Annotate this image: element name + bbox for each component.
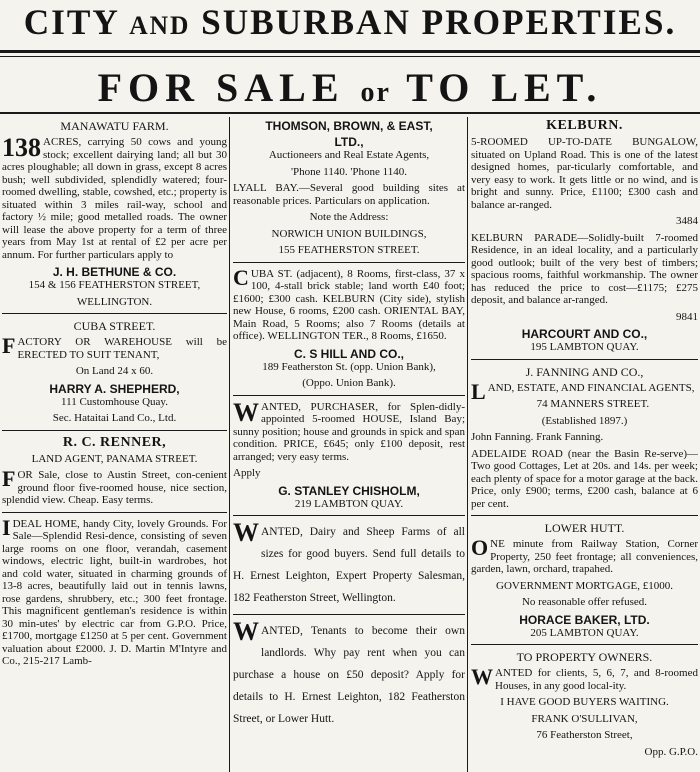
ad-body [233, 397, 465, 464]
ad-text: AND, ESTATE, AND FINANCIAL AGENTS, [487, 381, 695, 394]
advertiser-address: Opp. G.P.O. [644, 745, 698, 758]
drop-cap: W [233, 617, 259, 646]
masthead-word: SUBURBAN [201, 2, 411, 42]
ad-text: John Fanning. Frank Fanning. [471, 431, 604, 443]
ad-text: (Established 1897.) [541, 414, 628, 427]
ad-heading: J. FANNING AND CO., [525, 364, 644, 379]
advertiser-name: FRANK O'SULLIVAN, [531, 712, 638, 725]
advertiser-name: HARCOURT AND CO., [521, 327, 648, 341]
masthead-title [7, 0, 693, 44]
column-3 [471, 117, 698, 772]
ad-body [233, 617, 465, 730]
ad-body [471, 535, 698, 576]
ad-body [2, 133, 227, 261]
ad-separator [2, 430, 227, 431]
drop-cap: F [2, 333, 16, 358]
ad-heading: MANAWATU FARM. [60, 119, 169, 133]
ad-text: Auctioneers and Real Estate Agents, [268, 149, 430, 161]
ad-osullivan [471, 650, 698, 758]
ad-text: Apply [233, 467, 261, 479]
masthead-rule [0, 112, 700, 114]
ad-text: On Land 24 x 60. [75, 365, 154, 377]
advertiser-address: 154 & 156 FEATHERSTON STREET, [28, 279, 201, 291]
ad-chisholm [233, 397, 465, 511]
ad-text: Note the Address: [309, 211, 389, 223]
ad-leighton-tenants [233, 617, 465, 730]
ad-text: UBA ST. (adjacent), 8 Rooms, first-class, 37 x 100, 4-stall brick stable; land worth £40 foot; £1600; £300 cash. KELBURN (City side), stylish new House, 6 rooms, £200 cash. ORIENTAL BAY, Main Road, 5 Rooms; also 7 Rooms (details at office). WELLINGTON TER., 8 Rooms, £1650. [233, 267, 465, 342]
ad-text: ACTORY OR WAREHOUSE will be ERECTED TO SUIT TENANT, [17, 336, 227, 361]
ad-manawatu-farm [2, 119, 227, 308]
advertiser-address: 155 FEATHERSTON STREET. [278, 244, 420, 256]
column-rule [467, 117, 468, 772]
advertiser-name: HARRY A. SHEPHERD, [49, 381, 180, 396]
ad-heading: R. C. RENNER, [62, 434, 167, 450]
ad-kelburn [471, 119, 698, 354]
column-1 [2, 117, 227, 772]
ad-text: ANTED for clients, 5, 6, 7, and 8-roomed Houses, in any good local-ity. [495, 667, 698, 692]
masthead-rule [0, 56, 700, 57]
drop-cap: I [2, 514, 11, 540]
ad-cs-hill [233, 264, 465, 390]
drop-cap: L [471, 378, 486, 404]
ad-leighton-farms [233, 518, 465, 609]
advertiser-address: 76 Featherston Street, [536, 729, 633, 741]
ad-renner [2, 436, 227, 507]
ad-text: ADELAIDE ROAD (near the Basin Re-serve)—Two good Cottages, Let at 20s. and 14s. per week; each plenty of space for a motor garage at the back. Price, only £900; terms, £200 cash, balance at 6 per cent. [471, 447, 698, 510]
ad-separator [233, 515, 465, 516]
advertiser-address: 74 MANNERS STREET. [536, 398, 650, 410]
drop-cap: O [471, 535, 489, 560]
masthead-word: CITY [23, 2, 119, 42]
advertiser-address: (Oppo. Union Bank). [302, 377, 396, 389]
ad-separator [471, 515, 698, 516]
ad-fanning [471, 365, 698, 511]
advertiser-address: Sec. Hataitai Land Co., Ltd. [52, 412, 177, 424]
ad-body [233, 518, 465, 609]
ad-cuba-street [2, 319, 227, 425]
ad-text: OR Sale, close to Austin Street, con-cenient ground floor five-roomed house, nice section, splendid view. Cheap. Easy terms. [2, 469, 227, 506]
drop-cap: W [233, 397, 259, 427]
ad-text: ANTED, PURCHASER, for Splen-didly-appointed 5-roomed HOUSE, Island Bay; sunny position; house and grounds in spick and span condition. PRICE, £645; only £100 deposit, rest arranged; very easy terms. [233, 400, 465, 463]
ad-text: ACRES, carrying 50 cows and young stock; excellent dairying land; all but 30 acres ploughable; all down in grass, except 8 acres bush; well subdivided, splendidly watered; four-roomed dwelling, stable, cowshed, etc.; property is situated within 3 miles rail-way, school and factory ½ mile; good metalled roads. The owner will lease the above property for a term of three years from May 1st at rental of £2 per acre per annum. For further particulars apply to [2, 136, 227, 261]
ad-text: NE minute from Railway Station, Corner Property, 250 feet frontage; all conveniences, garden, lawn, orchard, trapahed. [471, 538, 698, 575]
ad-body [471, 664, 698, 692]
ad-text: ANTED, Tenants to become their own landlords. Why pay rent when you can purchase a house on £50 deposit? Apply for details to H. Ernest Leighton, 182 Featherston Street, or Lower Hutt. [233, 625, 465, 725]
ad-body [2, 333, 227, 361]
ad-reference-number: 3484 [676, 215, 698, 227]
masthead-word: PROPERTIES. [421, 2, 677, 42]
column-rule [229, 117, 230, 772]
masthead-word: AND [129, 11, 191, 40]
column-2 [233, 117, 465, 772]
ad-text: I HAVE GOOD BUYERS WAITING. [500, 696, 669, 708]
ad-heading: CUBA STREET. [73, 319, 156, 333]
ad-separator [233, 262, 465, 263]
masthead-word: or [360, 77, 391, 108]
advertiser-name: G. STANLEY CHISHOLM, [278, 483, 420, 498]
advertiser-name: LTD., [334, 135, 364, 149]
ad-text: DEAL HOME, handy City, lovely Grounds. For Sale—Splendid Resi-dence, consisting of seven large rooms on one floor, verandah, casement windows, electric light, built-in wardrobes, hot and cold water, situated in charming grounds of 13-8 acres, beautifully laid out in tennis lawns, rose gardens, shrubbery, etc.; 300 feet frontage. This magnificent gentleman's residence is within 30 min-utes' by electric car from G.P.O. Price, £1700, mortgage £1250 at 5 per cent. Government valuation about £2000. J. D. Martin M'Intyre and Co., 215-217 Lamb- [2, 517, 227, 667]
drop-cap: F [2, 466, 16, 491]
ad-reference-number: 9841 [676, 310, 698, 323]
ad-separator [2, 313, 227, 314]
ad-heading: LOWER HUTT. [544, 521, 625, 535]
advertiser-address: 205 LAMBTON QUAY. [530, 626, 639, 639]
masthead-word: FOR SALE [97, 65, 345, 110]
masthead-word: TO LET. [406, 65, 603, 110]
masthead-rule [0, 50, 700, 53]
ad-text: 5-ROOMED UP-TO-DATE BUNGALOW, situated on Upland Road. This is one of the latest designed homes, par-ticularly comfortable, and very easy to work. It gets little or no wind, and is bright and sunny. Price, £1100; £300 cash and balance ar-ranged. [471, 136, 698, 211]
ad-separator [471, 359, 698, 360]
ad-ideal-home [2, 514, 227, 668]
ad-text: KELBURN PARADE—Solidly-built 7-roomed Residence, in an ideal locality, and a particularly good outlook; built of the very best of timbers; spacious rooms, faithful workmanship. The owner has reduced the price to cost—£1175; £275 deposit, and balance ar-ranged. [471, 231, 698, 306]
ad-thomson-brown-east [233, 119, 465, 257]
advertiser-address: 111 Customhouse Quay. [61, 395, 168, 408]
ad-separator [233, 614, 465, 615]
ad-body [233, 264, 465, 343]
ad-text: 'Phone 1140. 'Phone 1140. [291, 165, 407, 178]
drop-cap: W [471, 664, 493, 689]
advertiser-address: 195 LAMBTON QUAY. [530, 341, 639, 353]
ad-body [2, 514, 227, 668]
ad-separator [471, 644, 698, 645]
ad-text: LYALL BAY.—Several good building sites at reasonable prices. Particulars on application. [233, 182, 465, 207]
advertiser-name: J. H. BETHUNE & CO. [52, 265, 177, 279]
ad-heading: KELBURN. [546, 118, 623, 133]
masthead-subtitle [0, 66, 700, 110]
ad-text: GOVERNMENT MORTGAGE, £1000. [496, 579, 673, 592]
advertiser-address: WELLINGTON. [76, 295, 153, 308]
ad-text: ANTED, Dairy and Sheep Farms of all sizes for good buyers. Send full details to H. Ernest Leighton, Expert Property Salesman, 182 Featherston Street, Wellington. [233, 526, 465, 604]
ad-separator [2, 512, 227, 513]
advertiser-name: HORACE BAKER, LTD. [519, 612, 650, 627]
advertiser-address: NORWICH UNION BUILDINGS, [271, 227, 427, 240]
advertiser-name: THOMSON, BROWN, & EAST, [265, 119, 433, 133]
advertiser-name: C. S HILL AND CO., [293, 346, 404, 361]
drop-cap: 138 [2, 133, 41, 162]
drop-cap: C [233, 264, 249, 290]
advertiser-address: 219 LAMBTON QUAY. [294, 497, 404, 510]
ad-text: No reasonable offer refused. [521, 596, 648, 608]
ad-body [2, 466, 227, 507]
advertiser-address: 189 Featherston St. (opp. Union Bank), [262, 360, 436, 373]
ad-heading: TO PROPERTY OWNERS. [516, 650, 653, 664]
ad-horace-baker [471, 521, 698, 639]
drop-cap: W [233, 518, 259, 547]
ad-separator [233, 395, 465, 396]
ad-subheading: LAND AGENT, PANAMA STREET. [31, 452, 198, 465]
